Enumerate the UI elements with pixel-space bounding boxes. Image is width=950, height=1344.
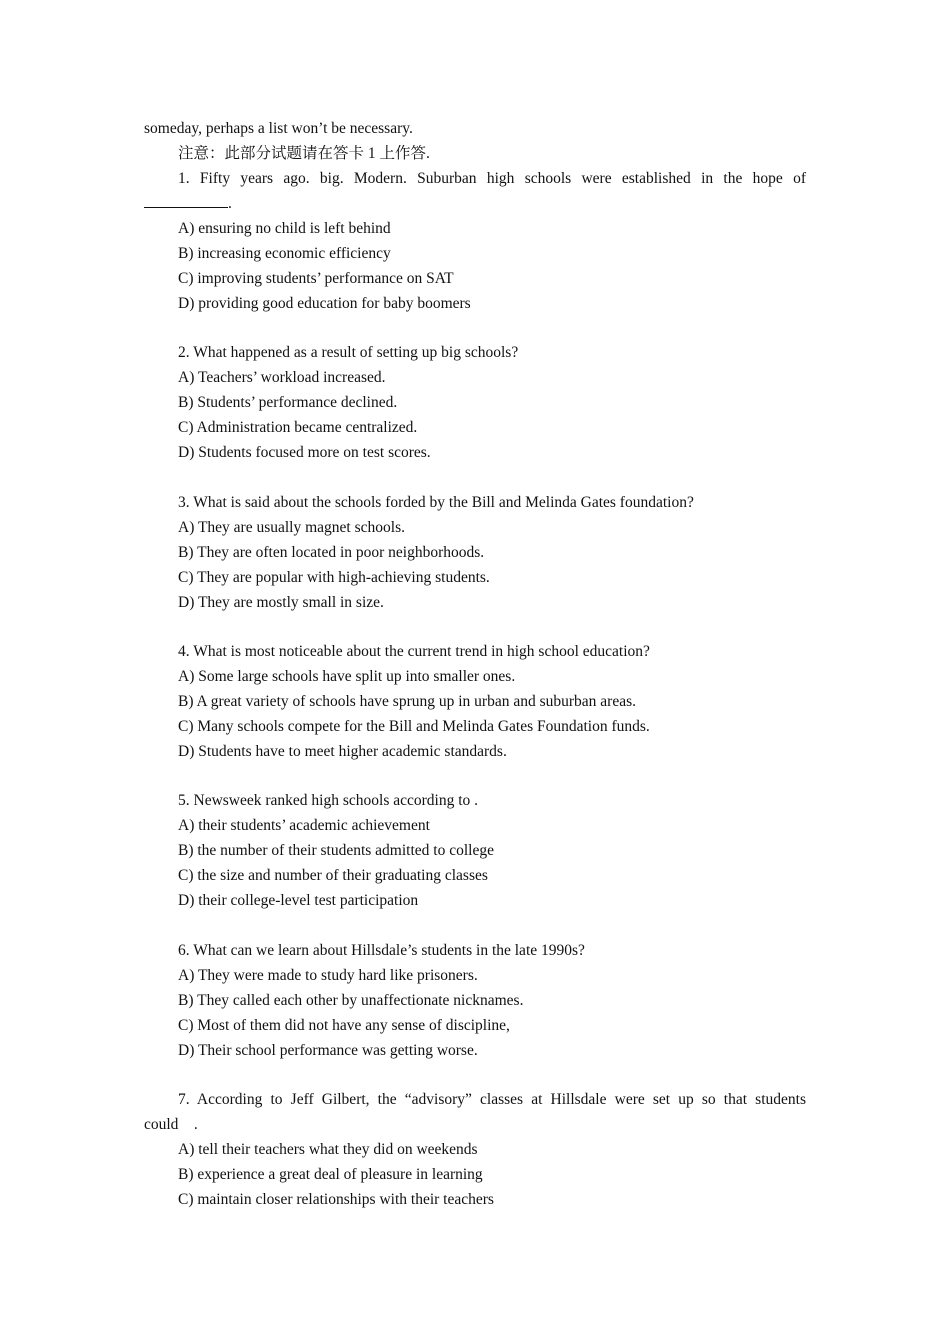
question-5-stem: 5. Newsweek ranked high schools according to .	[178, 792, 479, 809]
question-2-option-c: C) Administration became centralized.	[178, 419, 418, 436]
question-1-option-d: D) providing good education for baby boomers	[178, 295, 471, 312]
question-1-stem-end: .	[228, 195, 232, 212]
question-7-option-a: A) tell their teachers what they did on weekends	[178, 1141, 478, 1158]
instruction-line: 注意：此部分试题请在答卡 1 上作答.	[178, 145, 430, 162]
question-2-option-a: A) Teachers’ workload increased.	[178, 369, 386, 386]
question-5-option-b: B) the number of their students admitted to college	[178, 842, 494, 859]
question-6-option-d: D) Their school performance was getting worse.	[178, 1042, 478, 1059]
question-6-option-b: B) They called each other by unaffectionate nicknames.	[178, 992, 524, 1009]
question-5-option-a: A) their students’ academic achievement	[178, 817, 430, 834]
question-3-option-c: C) They are popular with high-achieving students.	[178, 569, 490, 586]
question-2-stem: 2. What happened as a result of setting up big schools?	[178, 344, 519, 361]
question-3-option-b: B) They are often located in poor neighborhoods.	[178, 544, 485, 561]
question-6-option-a: A) They were made to study hard like prisoners.	[178, 967, 478, 984]
question-2-option-d: D) Students focused more on test scores.	[178, 444, 431, 461]
question-7-stem-continued: could .	[144, 1116, 198, 1133]
question-3-option-d: D) They are mostly small in size.	[178, 594, 384, 611]
question-1-option-a: A) ensuring no child is left behind	[178, 220, 391, 237]
question-1-stem: 1. Fifty years ago. big. Modern. Suburban high schools were established in the hope of	[178, 170, 806, 187]
question-3-option-a: A) They are usually magnet schools.	[178, 519, 405, 536]
question-1-option-b: B) increasing economic efficiency	[178, 245, 391, 262]
question-1-option-c: C) improving students’ performance on SAT	[178, 270, 454, 287]
question-3-stem: 3. What is said about the schools forded by the Bill and Melinda Gates foundation?	[178, 494, 694, 511]
question-6-stem: 6. What can we learn about Hillsdale’s students in the late 1990s?	[178, 942, 585, 959]
question-4-option-c: C) Many schools compete for the Bill and Melinda Gates Foundation funds.	[178, 718, 650, 735]
question-7-option-c: C) maintain closer relationships with their teachers	[178, 1191, 494, 1208]
question-2-option-b: B) Students’ performance declined.	[178, 394, 398, 411]
question-4-option-b: B) A great variety of schools have sprung up in urban and suburban areas.	[178, 693, 636, 710]
question-4-stem: 4. What is most noticeable about the current trend in high school education?	[178, 643, 650, 660]
question-4-option-a: A) Some large schools have split up into smaller ones.	[178, 668, 516, 685]
question-6-option-c: C) Most of them did not have any sense of discipline,	[178, 1017, 510, 1034]
question-4-option-d: D) Students have to meet higher academic standards.	[178, 743, 507, 760]
answer-blank	[144, 193, 228, 208]
intro-line: someday, perhaps a list won’t be necessary.	[144, 120, 413, 137]
question-1-stem-blank-line	[144, 191, 232, 216]
question-7-option-b: B) experience a great deal of pleasure in learning	[178, 1166, 483, 1183]
question-5-option-c: C) the size and number of their graduating classes	[178, 867, 488, 884]
question-7-stem: 7. According to Jeff Gilbert, the “advisory” classes at Hillsdale were set up so that students	[178, 1091, 806, 1108]
question-5-option-d: D) their college-level test participation	[178, 892, 419, 909]
